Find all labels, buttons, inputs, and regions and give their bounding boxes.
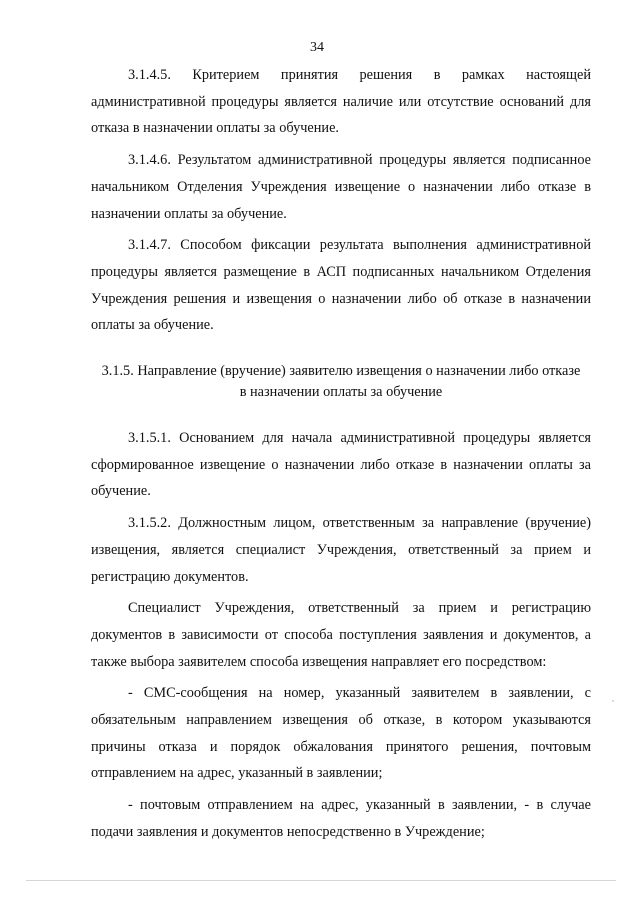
page-number: 34 bbox=[310, 40, 324, 55]
paragraph-3-1-4-5: 3.1.4.5. Критерием принятия решения в рамках настоящей административной процедуры является наличие или отсутствие оснований для отказа в назначении оплаты за обучение. bbox=[91, 67, 591, 137]
scan-speck bbox=[612, 700, 614, 702]
list-item-postal: - почтовым отправлением на адрес, указанный в заявлении, - в случае подачи заявления и документов непосредственно в Учреждение; bbox=[91, 797, 591, 840]
paragraph-3-1-5-2: 3.1.5.2. Должностным лицом, ответственным за направление (вручение) извещения, является специалист Учреждения, ответственный за прием и регистрацию документов. bbox=[91, 515, 591, 585]
paragraph-3-1-4-7: 3.1.4.7. Способом фиксации результата выполнения административной процедуры является размещение в АСП подписанных начальником Отделения Учреждения решения и извещения о назначении либо об отказе в назначении оплаты за обучение. bbox=[91, 237, 591, 334]
section-heading-3-1-5: 3.1.5. Направление (вручение) заявителю извещения о назначении либо отказе в назначении оплаты за обучение bbox=[101, 363, 581, 401]
paragraph-specialist: Специалист Учреждения, ответственный за прием и регистрацию документов в зависимости от способа поступления заявления и документов, а также выбора заявителем способа извещения направляет его посредством: bbox=[91, 600, 591, 670]
document-body bbox=[91, 62, 591, 846]
list-item-sms: - СМС-сообщения на номер, указанный заявителем в заявлении, с обязательным направлением извещения об отказе, в котором указываются причины отказа и порядок обжалования принятого решения, почтовым отправлением на адрес, указанный в заявлении; bbox=[91, 685, 591, 782]
paragraph-3-1-5-1: 3.1.5.1. Основанием для начала административной процедуры является сформированное извещение о назначении либо отказе в назначении оплаты за обучение. bbox=[91, 430, 591, 500]
paragraph-3-1-4-6: 3.1.4.6. Результатом административной процедуры является подписанное начальником Отделения Учреждения извещение о назначении либо отказе в назначении оплаты за обучение. bbox=[91, 152, 591, 222]
scan-edge-line bbox=[26, 880, 616, 881]
